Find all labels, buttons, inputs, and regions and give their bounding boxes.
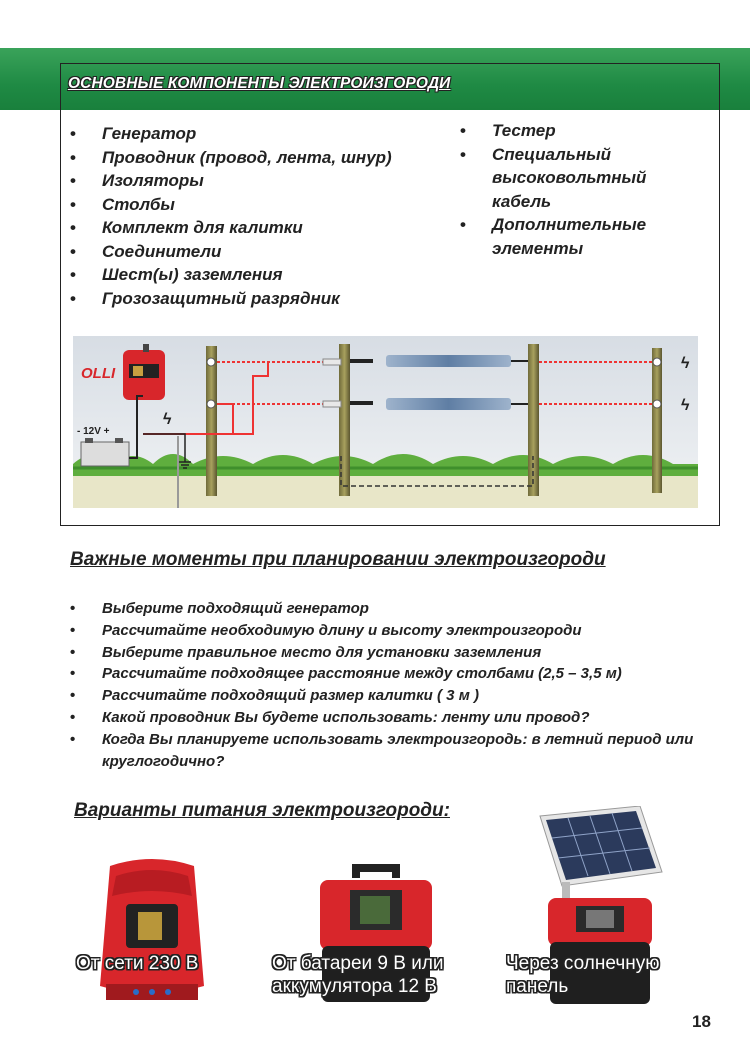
list-item: • Какой проводник Вы будете использовать: ленту или провод? — [70, 707, 730, 729]
components-list-right — [460, 119, 700, 260]
list-item: • Проводник (провод, лента, шнур) — [70, 146, 392, 170]
post — [652, 348, 662, 493]
list-item: • Когда Вы планируете использовать электроизгородь: в летний период или круглогодично? — [70, 729, 730, 773]
list-item: • Дополнительные элементы — [460, 213, 700, 260]
list-item: • Комплект для калитки — [70, 216, 392, 240]
list-item: • Изоляторы — [70, 169, 392, 193]
mains-generator-icon — [96, 856, 208, 1006]
svg-text:ϟ: ϟ — [681, 355, 690, 372]
components-title: ОСНОВНЫЕ КОМПОНЕНТЫ ЭЛЕКТРОИЗГОРОДИ — [68, 75, 451, 92]
list-item: • Шест(ы) заземления — [70, 263, 392, 287]
svg-text:ϟ: ϟ — [163, 411, 172, 428]
power-option-mains: От сети 230 В — [76, 953, 199, 974]
list-item: • Тестер — [460, 119, 700, 143]
gate-handle — [386, 398, 511, 410]
page-number: 18 — [692, 1012, 711, 1031]
post — [206, 346, 217, 496]
planning-list — [70, 598, 730, 772]
list-item: • Выберите правильное место для установки заземления — [70, 642, 730, 664]
svg-text:ϟ: ϟ — [681, 397, 690, 414]
components-list-left — [70, 122, 392, 310]
list-item: • Специальный высоковольтный кабель — [460, 143, 700, 214]
power-option-battery: От батареи 9 В или аккумулятора 12 В — [272, 953, 444, 997]
list-item: • Рассчитайте подходящее расстояние между столбами (2,5 – 3,5 м) — [70, 663, 730, 685]
list-item: • Соединители — [70, 240, 392, 264]
list-item: • Рассчитайте подходящий размер калитки ( 3 м ) — [70, 685, 730, 707]
battery-label: - 12V + — [77, 426, 110, 437]
power-title: Варианты питания электроизгороди: — [74, 800, 450, 821]
list-item: • Столбы — [70, 193, 392, 217]
power-option-solar: Через солнечную панель — [506, 953, 660, 997]
list-item: • Выберите подходящий генератор — [70, 598, 730, 620]
gate-handle — [386, 355, 511, 367]
list-item: • Генератор — [70, 122, 392, 146]
generator-icon — [123, 344, 165, 400]
list-item: • Рассчитайте необходимую длину и высоту электроизгороди — [70, 620, 730, 642]
list-item: • Грозозащитный разрядник — [70, 287, 392, 311]
battery-icon — [81, 438, 129, 466]
planning-title: Важные моменты при планировании электроизгороди — [70, 549, 606, 570]
fence-diagram — [73, 336, 698, 508]
brand-logo: OLLI — [81, 365, 116, 382]
